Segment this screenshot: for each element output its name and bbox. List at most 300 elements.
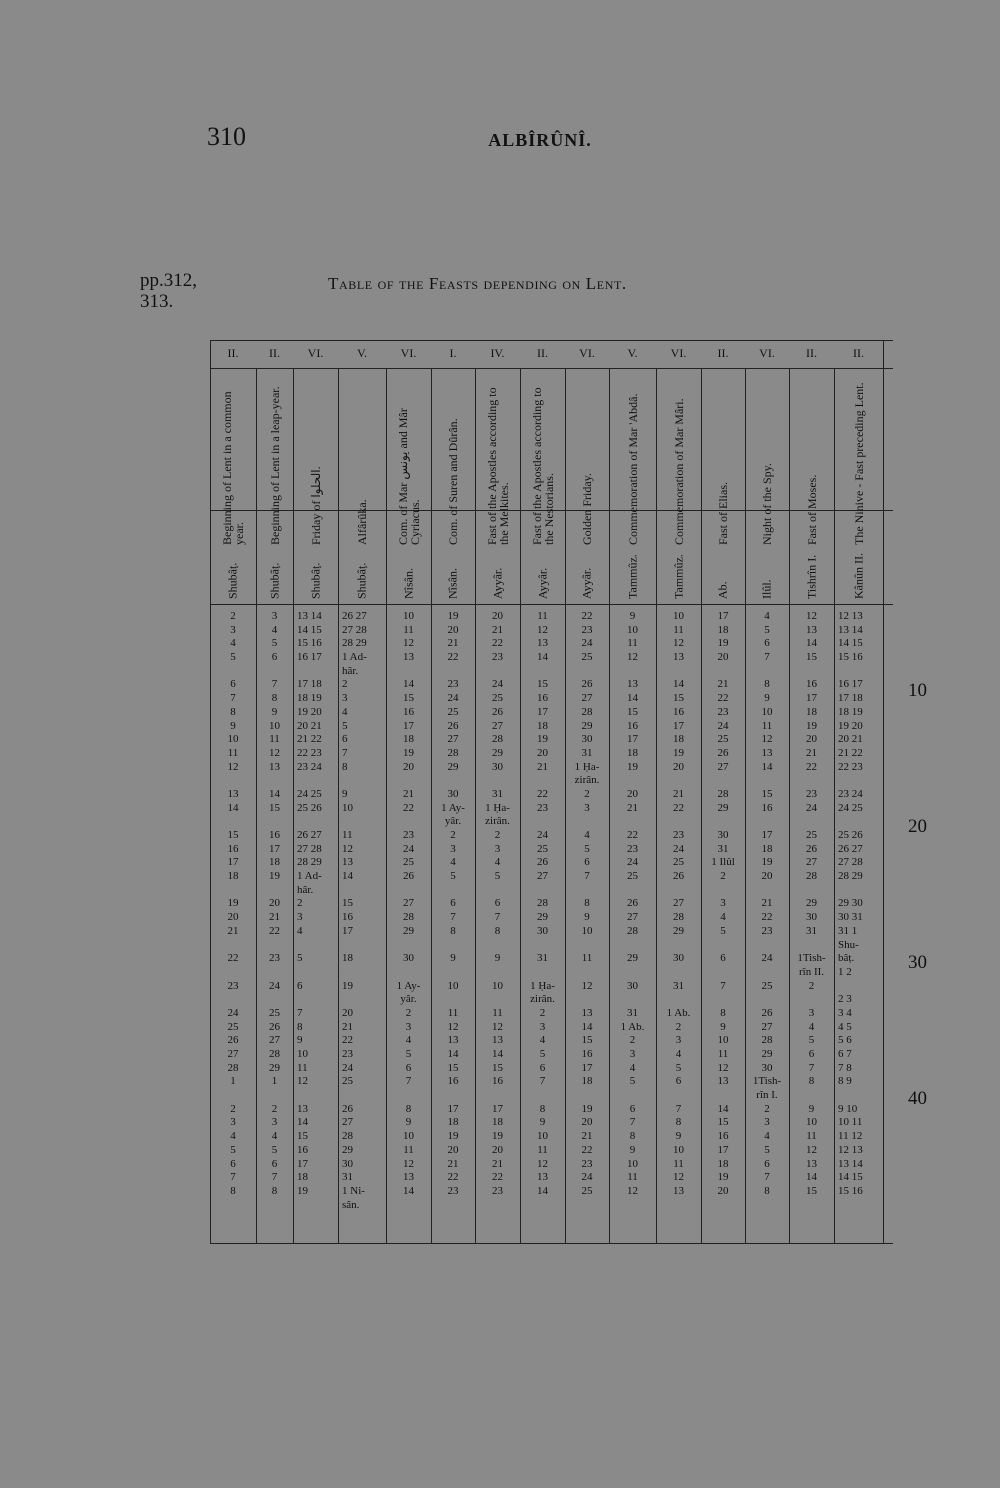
table-cell: 31	[627, 1006, 638, 1019]
table-cell: 1 Ḥa-	[485, 801, 510, 814]
table-cell: 28	[717, 787, 729, 800]
column-cells	[293, 610, 338, 1212]
table-cell	[701, 993, 745, 1007]
table-cell: 7	[494, 911, 501, 924]
table-cell: 5	[450, 870, 456, 883]
table-cell: 9	[450, 952, 456, 965]
table-cell: 25	[627, 870, 638, 883]
table-cell	[256, 884, 293, 898]
table-cell: 25 26	[297, 801, 322, 814]
table-cell: 14	[673, 678, 684, 691]
table-cell: 20	[627, 787, 638, 800]
table-cell: 17	[717, 1143, 729, 1156]
table-cell: 6	[271, 651, 278, 664]
table-cell: 15	[447, 1061, 459, 1074]
table-cell: 1 Ḥa-	[530, 979, 555, 992]
table-cell	[745, 665, 789, 679]
table-cell: 20 21	[297, 719, 322, 732]
table-cell: 24	[227, 1006, 239, 1019]
table-cell: 3	[230, 1116, 236, 1129]
table-cell: 16	[673, 705, 684, 718]
table-cell: 13	[581, 1006, 593, 1019]
table-cell	[293, 993, 338, 1007]
table-cell: 12	[717, 1061, 729, 1074]
table-cell: 21	[403, 787, 414, 800]
table-cell: 28	[537, 897, 548, 910]
table-cell	[701, 884, 745, 898]
table-cell	[834, 1089, 883, 1103]
table-cell: 16	[403, 705, 414, 718]
table-cell: 21 22	[297, 733, 322, 746]
table-cell: 19	[269, 870, 280, 883]
table-cell	[293, 939, 338, 953]
table-cell: 7	[230, 1171, 236, 1184]
table-cell: hâr.	[297, 883, 314, 896]
table-cell: 23 24	[297, 760, 322, 773]
table-cell: 6 7	[838, 1048, 852, 1060]
table-cell: 5	[405, 1048, 412, 1060]
table-cell: 17 18	[838, 692, 863, 705]
table-cell	[609, 966, 656, 980]
table-cell: 9	[297, 1034, 303, 1047]
table-cell: 11	[403, 1143, 414, 1156]
table-cell: 25	[537, 842, 548, 855]
table-cell: 13	[806, 623, 817, 636]
table-cell	[338, 993, 386, 1007]
table-cell: 15	[806, 651, 817, 664]
table-cell: 27 28	[297, 842, 322, 855]
table-cell	[210, 665, 256, 679]
column-header-text: Beginning of Lent in a leap-year.	[267, 386, 282, 545]
table-cell: 29	[673, 924, 684, 937]
table-cell: 18	[537, 719, 548, 732]
column-month	[789, 514, 834, 604]
table-cell: 16	[227, 842, 239, 855]
table-column	[834, 340, 883, 1244]
column-month-text: Shubâṭ.	[225, 562, 240, 599]
table-cell: 28	[403, 911, 414, 924]
table-cell: 14	[806, 1171, 817, 1184]
table-cell: 13	[492, 1034, 503, 1047]
table-cell: 11	[761, 719, 773, 732]
table-cell: 12	[627, 1184, 638, 1197]
table-cell: 23 24	[838, 787, 863, 800]
table-cell: 19	[447, 610, 459, 622]
table-cell	[256, 1089, 293, 1103]
table-cell: 14	[342, 870, 353, 883]
table-cell: 8	[584, 897, 590, 910]
table-cell: 28	[227, 1061, 239, 1074]
table-cell: 11 12	[838, 1130, 863, 1143]
table-cell	[565, 939, 609, 953]
table-cell: 15	[269, 801, 280, 814]
column-cells	[789, 610, 834, 1212]
table-cell	[293, 774, 338, 788]
table-cell: 23	[581, 1157, 593, 1170]
table-cell: 15	[297, 1130, 308, 1143]
table-cell: 23	[492, 651, 503, 664]
table-cell	[210, 884, 256, 898]
table-cell: 25	[227, 1020, 239, 1033]
column-month-text: Shubâṭ.	[308, 562, 322, 599]
table-cell: 15	[537, 678, 548, 691]
table-cell: 6	[230, 1157, 236, 1170]
table-cell: 26	[269, 1020, 280, 1033]
table-cell: 2	[539, 1006, 546, 1019]
table-cell: 8	[230, 705, 236, 718]
column-month-text: Tammûz.	[625, 554, 639, 599]
table-cell: 28	[492, 733, 503, 746]
column-month-text: Kânûn II.	[851, 553, 865, 599]
table-cell: 13	[627, 678, 638, 691]
table-cell	[520, 665, 565, 679]
feasts-table	[210, 340, 893, 1244]
column-header-text: Fast of Moses.	[804, 474, 819, 545]
table-cell: 3	[720, 897, 726, 910]
table-cell: 16	[447, 1075, 459, 1088]
table-cell	[431, 774, 475, 788]
table-cell	[656, 815, 701, 829]
table-cell	[565, 884, 609, 898]
table-cell: 25	[342, 1075, 353, 1088]
table-cell: 3	[539, 1020, 546, 1033]
table-cell: 7	[297, 1006, 303, 1019]
table-cell: 25	[761, 979, 773, 992]
table-cell: 2	[271, 1102, 278, 1115]
table-cell	[789, 665, 834, 679]
table-cell: 21	[537, 760, 548, 773]
table-cell: 5	[271, 637, 278, 650]
column-month	[293, 514, 338, 604]
table-cell: 26	[342, 1102, 353, 1115]
table-cell: 4	[494, 856, 501, 869]
table-cell: 18	[581, 1075, 593, 1088]
table-cell: 30	[673, 952, 684, 965]
table-cell	[386, 774, 431, 788]
table-cell: 10	[227, 733, 239, 746]
table-cell	[701, 665, 745, 679]
table-cell: 18	[673, 733, 684, 746]
table-cell: 2	[764, 1102, 770, 1115]
table-cell: 15	[492, 1061, 503, 1074]
table-cell: 21 22	[838, 746, 863, 759]
table-cell: zirân.	[485, 815, 510, 828]
table-cell: 12 13	[838, 1143, 863, 1156]
table-cell: 23	[492, 1184, 503, 1197]
table-cell	[520, 1199, 565, 1213]
table-cell: sân.	[342, 1198, 360, 1211]
table-cell	[565, 966, 609, 980]
table-cell	[656, 939, 701, 953]
table-cell: 12	[806, 610, 817, 622]
table-cell	[256, 966, 293, 980]
table-cell: 15	[227, 829, 239, 841]
column-cells	[256, 610, 293, 1212]
table-cell: 4	[675, 1048, 682, 1060]
table-cell: 16	[269, 829, 280, 841]
table-cell: 30	[581, 733, 593, 746]
table-column	[520, 340, 565, 1244]
table-cell: 29	[761, 1048, 773, 1060]
column-roman-numeral: VI.	[400, 346, 417, 360]
table-cell	[210, 774, 256, 788]
table-cell: 6	[405, 1061, 412, 1074]
column-cells	[565, 610, 609, 1212]
table-cell: 2	[450, 829, 456, 841]
table-cell: 26	[761, 1006, 773, 1019]
column-month-text: Tammûz.	[671, 554, 685, 599]
table-column	[431, 340, 475, 1244]
table-column	[256, 340, 293, 1244]
table-cell	[386, 1199, 431, 1213]
margin-number: 30	[908, 952, 927, 973]
table-cell: 26 27	[838, 842, 863, 855]
table-cell: 17	[342, 924, 353, 937]
table-cell	[789, 1199, 834, 1213]
table-cell: 19	[581, 1102, 593, 1115]
table-cell: 22	[581, 1143, 593, 1156]
table-cell: 11	[297, 1061, 308, 1074]
table-cell: 27 28	[838, 856, 863, 869]
table-cell	[256, 939, 293, 953]
table-cell	[565, 1089, 609, 1103]
table-cell: 23	[403, 829, 414, 841]
column-month-text: Ayyâr.	[490, 567, 504, 599]
table-cell: 2 3	[838, 993, 852, 1006]
page-number: 310	[207, 122, 246, 151]
table-cell: 18	[717, 623, 729, 636]
table-cell: 14 15	[838, 637, 863, 650]
table-cell	[745, 774, 789, 788]
table-cell: 22	[227, 952, 239, 965]
table-cell: 12	[227, 760, 239, 773]
table-cell	[210, 815, 256, 829]
table-cell: 4	[271, 623, 278, 636]
column-month	[256, 514, 293, 604]
table-cell: 8	[720, 1006, 726, 1019]
table-cell: 3	[629, 1048, 636, 1060]
table-cell	[745, 1199, 789, 1213]
table-cell: 15	[581, 1034, 593, 1047]
table-cell: 26	[227, 1034, 239, 1047]
table-cell: 17	[297, 1157, 308, 1170]
table-cell: 17	[627, 733, 638, 746]
table-cell: 22	[492, 637, 503, 650]
table-cell: 11	[806, 1130, 817, 1143]
table-cell: 11	[581, 952, 593, 965]
table-cell: 2	[297, 897, 303, 910]
table-cell: 10	[627, 1157, 638, 1170]
table-cell: 17	[492, 1102, 503, 1115]
table-cell: 8	[808, 1075, 815, 1088]
table-cell: 25	[581, 651, 593, 664]
table-cell: 7	[764, 1171, 770, 1184]
table-cell: 5	[629, 1075, 636, 1088]
table-cell: 20	[492, 610, 503, 622]
table-cell: 31 1	[838, 924, 858, 937]
table-cell: 31	[806, 924, 817, 937]
column-header-text: Com. of Mar يونس and Mâr Cyriacus.	[395, 408, 422, 545]
column-header-text: Night of the Spy.	[760, 463, 774, 545]
column-month	[701, 514, 745, 604]
table-cell: 5	[808, 1034, 815, 1047]
table-cell: 7	[675, 1102, 682, 1115]
table-cell: 27	[537, 870, 548, 883]
table-cell: 14	[403, 678, 414, 691]
table-cell: 17	[717, 610, 729, 622]
column-header-text: Fast of the Apostles according to the Melkites.	[484, 387, 511, 545]
table-cell: 27	[403, 897, 414, 910]
table-cell: 12	[269, 746, 280, 759]
table-cell	[475, 993, 520, 1007]
table-cell: 29	[537, 911, 548, 924]
table-cell: 8	[297, 1020, 303, 1033]
table-cell: 17	[447, 1102, 459, 1115]
table-cell: 20	[673, 760, 684, 773]
table-cell	[431, 1089, 475, 1103]
table-cell: 20	[717, 1184, 729, 1197]
table-cell: 8	[405, 1102, 412, 1115]
table-cell	[656, 665, 701, 679]
table-cell: 22 23	[838, 760, 863, 773]
table-cell: 1 2	[838, 965, 852, 978]
table-cell: 1 Ḥa-	[574, 760, 600, 773]
table-cell: 7	[764, 651, 770, 664]
table-cell: 17	[269, 842, 280, 855]
column-header-text: Com. of Suren and Dûrân.	[446, 418, 460, 545]
table-cell: 21	[269, 911, 280, 924]
table-cell: 8	[764, 1184, 770, 1197]
table-cell: 6	[450, 897, 456, 910]
table-cell: 10	[269, 719, 280, 732]
table-cell	[386, 939, 431, 953]
table-cell	[656, 966, 701, 980]
table-cell: 22	[447, 1171, 459, 1184]
table-cell: 2	[629, 1034, 636, 1047]
table-cell: 4	[764, 1130, 770, 1143]
table-cell	[431, 665, 475, 679]
table-cell: 8	[450, 924, 456, 937]
table-cell	[256, 665, 293, 679]
table-cell: 2	[342, 678, 348, 691]
table-cell: 13	[297, 1102, 308, 1115]
table-cell: 7 8	[838, 1061, 852, 1074]
table-cell	[210, 993, 256, 1007]
table-cell: 16	[761, 801, 773, 814]
column-cells	[834, 610, 883, 1212]
table-cell: 3	[271, 1116, 278, 1129]
table-cell: 18	[342, 952, 353, 965]
table-cell: 8 9	[838, 1075, 852, 1088]
column-month	[656, 514, 701, 604]
column-header-text: Commemoration of Mar Mâri.	[671, 398, 686, 545]
table-cell	[789, 939, 834, 953]
table-cell: 22 23	[297, 746, 322, 759]
table-cell	[210, 1199, 256, 1213]
column-header-text: Beginning of Lent in a common year.	[220, 391, 246, 545]
table-cell: 26	[581, 678, 593, 691]
table-cell: 19	[403, 746, 414, 759]
table-cell: 26	[492, 705, 503, 718]
table-cell: 14	[717, 1102, 729, 1115]
table-cell: 13	[447, 1034, 459, 1047]
table-cell: 7	[405, 1075, 412, 1088]
table-cell: 1 Ab.	[666, 1006, 691, 1019]
table-cell: 26	[673, 870, 684, 883]
table-cell: 8	[539, 1102, 546, 1115]
table-cell: 12	[403, 1157, 414, 1170]
table-cell: 20	[269, 897, 280, 910]
column-roman-numeral: I.	[449, 346, 457, 360]
table-cell	[609, 993, 656, 1007]
table-cell: 24 25	[297, 787, 322, 800]
table-cell: 24	[492, 678, 503, 691]
table-cell: 19	[673, 746, 684, 759]
table-cell	[338, 774, 386, 788]
column-month-text: Ilûl.	[759, 579, 774, 599]
table-cell: 9	[629, 610, 636, 622]
table-cell: 27	[806, 856, 817, 869]
table-cell: 28 29	[297, 856, 322, 869]
table-cell: 16	[342, 911, 353, 924]
table-cell: 11	[537, 1143, 548, 1156]
table-cell: 4	[342, 705, 348, 718]
table-cell: 13	[673, 1184, 684, 1197]
table-cell: 11	[717, 1048, 729, 1060]
table-cell: 14	[269, 787, 280, 800]
column-roman-numeral: IV.	[490, 346, 505, 360]
table-cell: 12	[297, 1075, 308, 1088]
table-cell: 23	[806, 787, 817, 800]
column-roman-numeral: V.	[627, 346, 638, 360]
table-cell: 28	[673, 911, 684, 924]
table-cell: 13	[537, 1171, 548, 1184]
table-cell	[834, 1199, 883, 1213]
table-cell: 10	[403, 1130, 414, 1143]
table-cell: 17	[806, 692, 817, 705]
table-cell: 31	[342, 1171, 353, 1184]
table-cell: 16	[492, 1075, 503, 1088]
table-cell: 9	[539, 1116, 546, 1129]
column-roman-numeral: II.	[269, 346, 280, 360]
column-roman-numeral: II.	[806, 346, 817, 360]
table-cell	[745, 966, 789, 980]
table-column	[745, 340, 789, 1244]
table-cell: 31	[492, 787, 503, 800]
column-cells	[745, 610, 789, 1212]
table-cell: 22	[447, 651, 459, 664]
table-cell	[431, 966, 475, 980]
table-cell: 21	[627, 801, 638, 814]
table-cell	[609, 1199, 656, 1213]
table-cell	[789, 993, 834, 1007]
table-cell: 30	[447, 787, 459, 800]
table-cell: 28	[269, 1048, 280, 1060]
table-cell	[609, 665, 656, 679]
table-cell: 22	[581, 610, 593, 622]
table-cell	[656, 884, 701, 898]
column-roman-numeral: II.	[537, 346, 548, 360]
table-cell: 27	[492, 719, 503, 732]
table-cell: 27	[627, 911, 638, 924]
table-cell: 31	[673, 979, 684, 992]
table-cell: 29	[269, 1061, 280, 1074]
table-cell: 28	[627, 924, 638, 937]
table-cell	[745, 884, 789, 898]
table-cell: zirân.	[530, 993, 555, 1006]
table-cell	[520, 1089, 565, 1103]
table-cell: 27	[761, 1020, 773, 1033]
